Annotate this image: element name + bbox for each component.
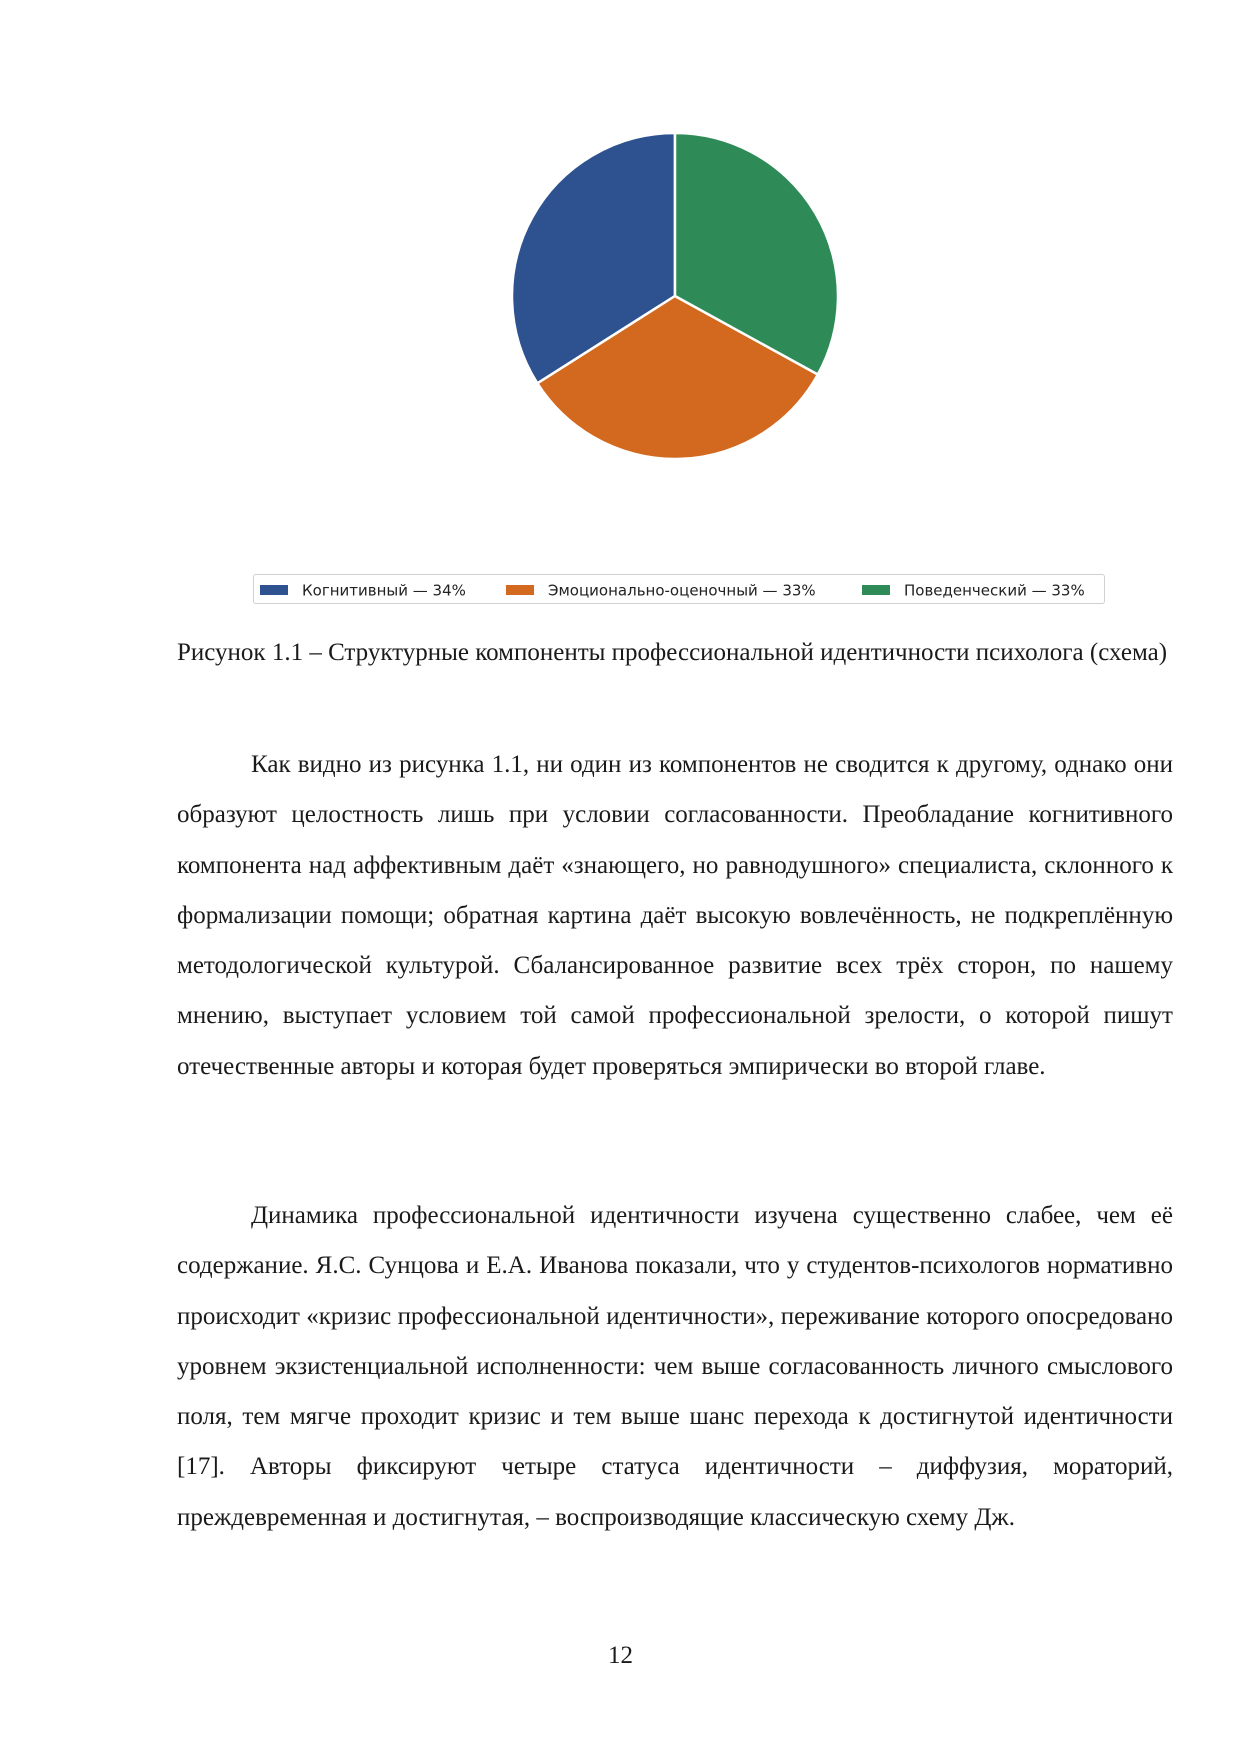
chart-legend: [253, 574, 1105, 604]
legend-swatch-behavioral: [862, 585, 890, 595]
body-paragraph: Динамика профессиональной идентичности изучена существенно слабее, чем её содержание. Я.С. Сунцова и Е.А. Иванова показали, что у студентов-психологов нормативно происходит «кризис профессиональной идентичности», переживание которого опосредовано уровнем экзистенциальной исполненности: чем выше согласованность личного смыслового поля, тем мягче проходит кризис и тем выше шанс перехода к достигнутой идентичности [17]. Авторы фиксируют четыре статуса идентичности – диффузия, мораторий, преждевременная и достигнутая, – воспроизводящие классическую схему Дж.: [177, 1202, 1173, 1531]
pie-chart-figure: [0, 0, 1241, 620]
legend-label-emotional: Эмоционально-оценочный — 33%: [548, 581, 816, 600]
legend-label-behavioral: Поведенческий — 33%: [904, 581, 1085, 600]
body-paragraph: Как видно из рисунка 1.1, ни один из компонентов не сводится к другому, однако они образуют целостность лишь при условии согласованности. Преобладание когнитивного компонента над аффективным даёт «знающего, но равнодушного» специалиста, склонного к формализации помощи; обратная картина даёт высокую вовлечённость, не подкреплённую методологической культурой. Сбалансированное развитие всех трёх сторон, по нашему мнению, выступает условием той самой профессиональной зрелости, о которой пишут отечественные авторы и которая будет проверяться эмпирически во второй главе.: [177, 751, 1173, 1080]
legend-swatch-emotional: [506, 585, 534, 595]
page-number: 12: [608, 1642, 633, 1669]
legend-item-emotional: [506, 581, 816, 599]
legend-item-cognitive: [260, 581, 466, 599]
pie-chart: [0, 0, 1241, 620]
legend-swatch-cognitive: [260, 585, 288, 595]
figure-caption: Рисунок 1.1 – Структурные компоненты профессиональной идентичности психолога (схема): [177, 639, 1168, 666]
legend-item-behavioral: [862, 581, 1085, 599]
legend-label-cognitive: Когнитивный — 34%: [302, 581, 466, 600]
